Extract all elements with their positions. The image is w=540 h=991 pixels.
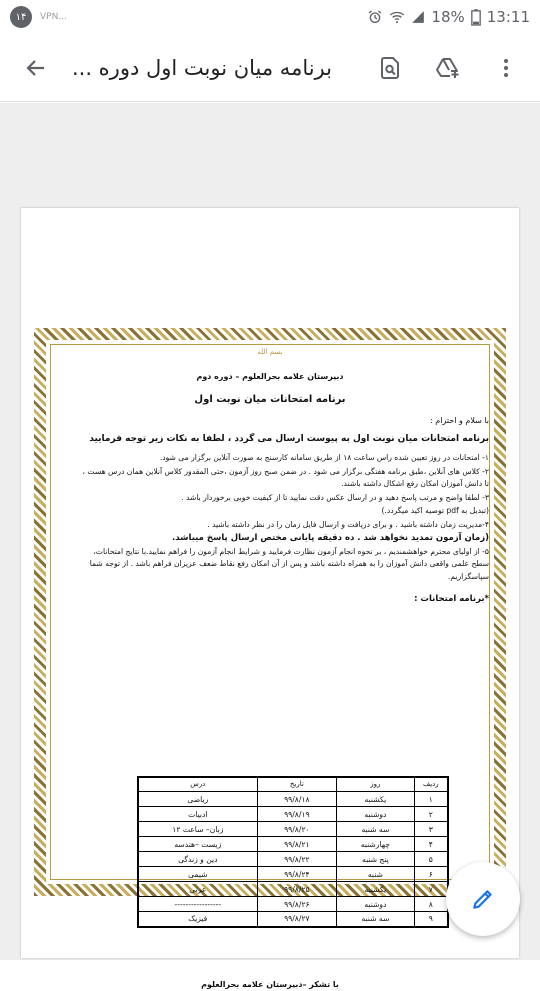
cell-subject: عربی bbox=[138, 882, 257, 897]
cell-subject: زیست –هندسه bbox=[138, 837, 257, 852]
arrow-back-icon bbox=[24, 56, 48, 80]
rule-item: ۴-مدیریت زمان داشته باشید . و برای دریافت و ارسال فایل زمان را در نظر داشته باشید . bbox=[207, 519, 489, 529]
cell-date: ۹۹/۸/۲۱ bbox=[257, 837, 337, 852]
document-title: برنامه میان نوبت اول دوره ... bbox=[71, 55, 332, 80]
status-label: VPN... bbox=[40, 12, 67, 22]
cell-number: ۳ bbox=[414, 822, 448, 837]
table-row bbox=[138, 912, 448, 927]
table-row bbox=[138, 882, 448, 897]
rule-item: ۳- لطفا واضح و مرتب پاسخ دهید و در ارسال عکس دقت نمایید تا از کیفیت خوبی برخوردار باشد . bbox=[181, 492, 489, 502]
school-name: دبیرستان علامه بحرالعلوم – دوره دوم bbox=[196, 372, 344, 381]
table-row bbox=[138, 822, 448, 837]
cell-date: ۹۹/۸/۲۴ bbox=[257, 867, 337, 882]
rule-item: (تبدیل به pdf توصیه اکید میگردد.) bbox=[381, 506, 489, 515]
notification-badge: ۱۴ bbox=[10, 6, 32, 28]
cell-day: پنج شنبه bbox=[337, 852, 415, 867]
rule-item: ۵- از اولیای محترم خواهشمندیم ، بر نحوه انجام آزمون نظارت فرمایید و شرایط انجام آزمون را فراهم نمایید.با نتایج امتحانات، سطح علمی واقعی دانش آموزان را به همراه داشته باشد و پس از آن امکان رفع نقاط ضعف عزیزان فراهم باشد . از توجه شما سپاسگزاریم. bbox=[89, 546, 489, 581]
cell-day: شنبه bbox=[337, 867, 415, 882]
cell-date: ۹۹/۸/۲۵ bbox=[257, 882, 337, 897]
back-button[interactable] bbox=[0, 34, 72, 102]
table-row bbox=[138, 897, 448, 912]
document-content bbox=[47, 344, 493, 989]
document-page bbox=[21, 208, 519, 989]
cell-date: ۹۹/۸/۲۲ bbox=[257, 852, 337, 867]
battery-icon bbox=[471, 9, 481, 26]
exam-title: برنامه امتحانات میان نوبت اول bbox=[194, 394, 346, 405]
schedule-label: *برنامه امتحانات : bbox=[414, 594, 489, 604]
cell-subject: ادبیات bbox=[138, 807, 257, 822]
cell-date: ۹۹/۸/۲۷ bbox=[257, 912, 337, 927]
cell-date: ۹۹/۸/۱۸ bbox=[257, 792, 337, 807]
cell-number: ۸ bbox=[414, 897, 448, 912]
header-date: تاریخ bbox=[257, 777, 337, 792]
table-row bbox=[138, 837, 448, 852]
document-viewer[interactable] bbox=[0, 103, 540, 989]
signal-icon bbox=[411, 9, 425, 25]
exam-schedule-table bbox=[137, 776, 449, 928]
cell-day: سه شنبه bbox=[337, 822, 415, 837]
cell-subject: فیزیک bbox=[138, 912, 257, 927]
cell-day: دوشنبه bbox=[337, 897, 415, 912]
cell-day: سه شنبه bbox=[337, 912, 415, 927]
cell-day: یکشنبه bbox=[337, 792, 415, 807]
table-row bbox=[138, 807, 448, 822]
cell-day: یکشنبه bbox=[337, 882, 415, 897]
cell-number: ۹ bbox=[414, 912, 448, 927]
cell-number: ۶ bbox=[414, 867, 448, 882]
alarm-icon bbox=[367, 9, 383, 25]
cell-day: چهارشنبه bbox=[337, 837, 415, 852]
add-to-drive-icon bbox=[435, 56, 461, 80]
rule-item: ۲- کلاس های آنلاین ،طبق برنامه هفتگی برگزار می شود . در ضمن صبح روز آزمون ،حتی المقدور کلاس آنلاین همان درس هست ، تا دانش آموزان امکان رفع اشکال داشته باشند. bbox=[82, 466, 489, 488]
cell-subject: شیمی bbox=[138, 867, 257, 882]
cell-subject: زبان– ساعت ۱۲ bbox=[138, 822, 257, 837]
basmala: بسم الله bbox=[257, 348, 283, 356]
more-options-button[interactable] bbox=[480, 42, 532, 94]
table-row bbox=[138, 867, 448, 882]
rule-item: (زمان آزمون تمدید نخواهد شد . ده دقیقه پایانی مختص ارسال پاسخ میباشد. bbox=[172, 533, 489, 543]
edit-fab-button[interactable] bbox=[446, 862, 520, 936]
cell-number: ۲ bbox=[414, 807, 448, 822]
intro-text: برنامه امتحانات میان نوبت اول به پیوست ارسال می گردد ، لطفا به نکات زیر توجه فرمایید bbox=[89, 434, 489, 444]
table-row bbox=[138, 792, 448, 807]
find-in-document-button[interactable] bbox=[364, 42, 416, 94]
table-row bbox=[138, 852, 448, 867]
header-subject: درس bbox=[138, 777, 257, 792]
cell-date: ۹۹/۸/۱۹ bbox=[257, 807, 337, 822]
rule-item: ۱- امتحانات در روز تعیین شده راس ساعت ۱۸ از طریق سامانه کارسنج به صورت آنلاین برگزار می شود. bbox=[159, 453, 489, 462]
cell-number: ۱ bbox=[414, 792, 448, 807]
header-row-number: ردیف bbox=[414, 777, 448, 792]
cell-subject: ----------------- bbox=[138, 897, 257, 912]
more-vert-icon bbox=[494, 56, 518, 80]
table-header-row bbox=[138, 777, 448, 792]
wifi-icon bbox=[389, 9, 405, 25]
edit-pencil-icon bbox=[470, 886, 496, 912]
cell-number: ۷ bbox=[414, 882, 448, 897]
header-day: روز bbox=[337, 777, 415, 792]
cell-day: دوشنبه bbox=[337, 807, 415, 822]
find-in-page-icon bbox=[378, 56, 402, 80]
cell-number: ۵ bbox=[414, 852, 448, 867]
cell-date: ۹۹/۸/۲۶ bbox=[257, 897, 337, 912]
signature: با تشکر –دبیرستان علامه بحرالعلوم bbox=[201, 980, 339, 989]
cell-subject: ریاضی bbox=[138, 792, 257, 807]
greeting: با سلام و احترام : bbox=[430, 416, 489, 425]
clock: 13:11 bbox=[486, 8, 530, 26]
cell-subject: دین و زندگی bbox=[138, 852, 257, 867]
rules-list bbox=[47, 452, 493, 583]
battery-percent: 18% bbox=[431, 8, 465, 26]
app-bar bbox=[0, 34, 540, 102]
cell-number: ۴ bbox=[414, 837, 448, 852]
add-to-drive-button[interactable] bbox=[422, 42, 474, 94]
status-bar bbox=[0, 0, 540, 34]
cell-date: ۹۹/۸/۲۰ bbox=[257, 822, 337, 837]
